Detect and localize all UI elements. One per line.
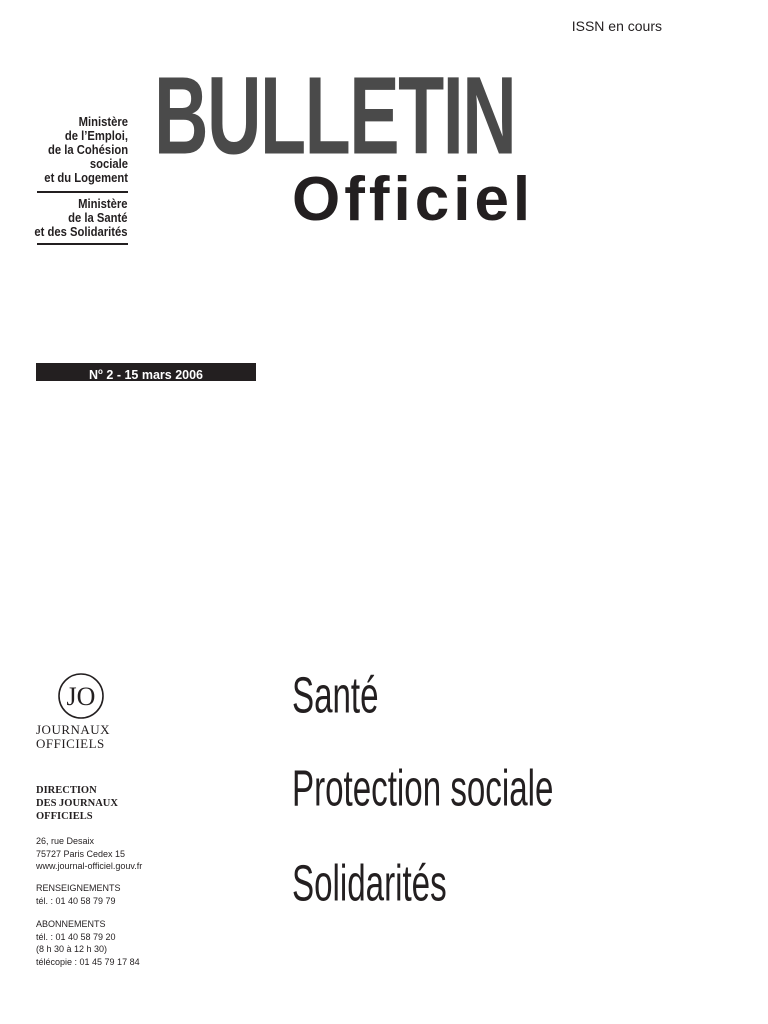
abonnements-phone: tél. : 01 40 58 79 20 bbox=[36, 931, 116, 942]
ministry-line: Ministère bbox=[78, 197, 128, 211]
ministry-line: et du Logement bbox=[44, 171, 128, 185]
abonnements-fax: télécopie : 01 45 79 17 84 bbox=[36, 956, 140, 967]
divider bbox=[37, 243, 128, 245]
direction-line: DES JOURNAUX bbox=[36, 798, 118, 809]
journaux-officiels-logo bbox=[36, 672, 128, 751]
divider bbox=[37, 191, 128, 193]
bulletin-title: BULLETIN bbox=[154, 54, 516, 178]
jo-emblem-icon bbox=[54, 672, 108, 720]
address-line: 75727 Paris Cedex 15 bbox=[36, 848, 126, 859]
ministry-sante bbox=[35, 197, 128, 239]
issue-prefix: N bbox=[89, 368, 99, 383]
direction-block bbox=[36, 784, 118, 823]
address-block bbox=[36, 835, 142, 873]
direction-line: DIRECTION bbox=[36, 785, 97, 796]
address-line: 26, rue Desaix bbox=[36, 836, 95, 846]
theme-sante: Santé bbox=[292, 666, 379, 724]
abonnements-heading: ABONNEMENTS bbox=[36, 919, 106, 929]
direction-line: OFFICIELS bbox=[36, 811, 93, 822]
renseignements-heading: RENSEIGNEMENTS bbox=[36, 883, 121, 893]
website-text: www.journal-officiel.gouv.fr bbox=[36, 861, 143, 871]
theme-protection-sociale: Protection sociale bbox=[292, 759, 554, 817]
ministry-line: de la Cohésion bbox=[47, 143, 128, 157]
ministry-emploi bbox=[44, 115, 128, 185]
ministry-line: sociale bbox=[89, 157, 128, 171]
abonnements-block bbox=[36, 918, 140, 968]
jo-letters: JO bbox=[66, 682, 96, 711]
ministry-line: de l’Emploi, bbox=[64, 129, 128, 143]
issue-sup: o bbox=[98, 367, 103, 376]
issn-label: ISSN en cours bbox=[571, 18, 662, 34]
officiel-title: Officiel bbox=[292, 165, 535, 234]
ministry-line: de la Santé bbox=[68, 211, 128, 225]
jo-name-line2: OFFICIELS bbox=[36, 736, 105, 751]
issue-number-bar bbox=[36, 363, 256, 381]
jo-name-line1: JOURNAUX bbox=[36, 722, 111, 737]
issue-date: 2 - 15 mars 2006 bbox=[102, 368, 203, 383]
renseignements-phone: tél. : 01 40 58 79 79 bbox=[36, 895, 116, 906]
renseignements-block bbox=[36, 882, 121, 907]
abonnements-hours: (8 h 30 à 12 h 30) bbox=[36, 944, 108, 954]
ministry-line: Ministère bbox=[78, 115, 128, 129]
theme-solidarites: Solidarités bbox=[292, 854, 447, 912]
ministry-line: et des Solidarités bbox=[34, 225, 128, 239]
